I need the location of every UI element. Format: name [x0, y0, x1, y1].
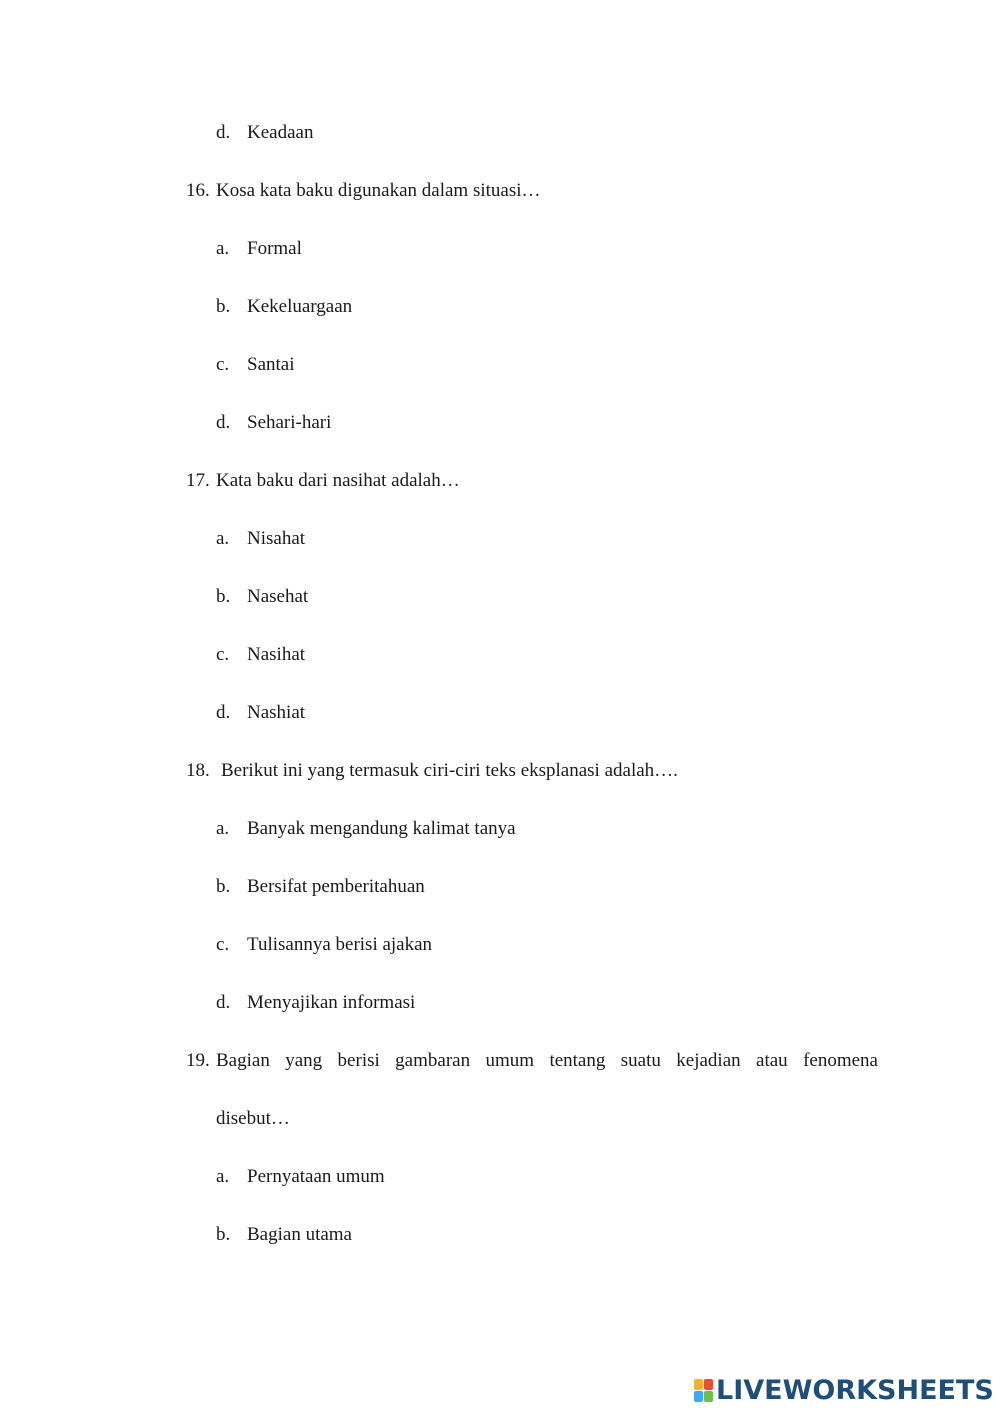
option-text: Kekeluargaan [247, 296, 353, 317]
option-16-a [216, 237, 302, 261]
option-text: Santai [247, 354, 295, 375]
question-text: Bagian yang berisi gambaran umum tentang suatu kejadian atau fenomena [216, 1050, 878, 1071]
option-text: Formal [247, 238, 302, 259]
option-17-b [216, 585, 308, 609]
liveworksheets-brand [694, 1376, 994, 1406]
question-19-continuation [216, 1107, 290, 1131]
question-19 [186, 1049, 878, 1073]
option-text: Nasehat [247, 586, 309, 607]
brand-name: LIVEWORKSHEETS [716, 1375, 994, 1406]
option-letter: d. [216, 702, 231, 723]
option-text: Banyak mengandung kalimat tanya [247, 818, 516, 839]
question-text: Berikut ini yang termasuk ciri-ciri teks eksplanasi adalah…. [221, 760, 678, 781]
question-number: 16. [186, 180, 210, 201]
question-16 [186, 179, 541, 203]
option-letter: a. [216, 238, 230, 259]
option-16-c [216, 353, 295, 377]
option-18-d [216, 991, 415, 1015]
option-letter: d. [216, 992, 231, 1013]
option-letter: b. [216, 296, 231, 317]
option-18-b [216, 875, 425, 899]
option-letter: c. [216, 934, 230, 955]
option-letter: b. [216, 1224, 231, 1245]
question-number: 18. [186, 760, 210, 781]
question-17 [186, 469, 460, 493]
option-letter: a. [216, 528, 230, 549]
liveworksheets-logo-icon [694, 1379, 714, 1403]
option-16-b [216, 295, 352, 319]
option-18-c [216, 933, 432, 957]
question-text-continued: disebut… [216, 1108, 290, 1129]
option-letter: d. [216, 122, 231, 143]
option-text: Bersifat pemberitahuan [247, 876, 425, 897]
option-text: Menyajikan informasi [247, 992, 416, 1013]
question-text: Kata baku dari nasihat adalah… [216, 470, 460, 491]
option-letter: c. [216, 644, 230, 665]
option-letter: d. [216, 412, 231, 433]
option-text: Pernyataan umum [247, 1166, 385, 1187]
option-17-a [216, 527, 305, 551]
option-text: Bagian utama [247, 1224, 352, 1245]
option-15-d [216, 121, 313, 145]
option-text: Nasihat [247, 644, 306, 665]
option-17-d [216, 701, 305, 725]
option-text: Keadaan [247, 122, 314, 143]
option-19-b [216, 1223, 352, 1247]
option-text: Tulisannya berisi ajakan [247, 934, 433, 955]
question-number: 17. [186, 470, 210, 491]
option-text: Nisahat [247, 528, 306, 549]
option-17-c [216, 643, 305, 667]
question-text: Kosa kata baku digunakan dalam situasi… [216, 180, 541, 201]
option-18-a [216, 817, 516, 841]
option-letter: b. [216, 586, 231, 607]
option-letter: b. [216, 876, 231, 897]
option-letter: a. [216, 818, 230, 839]
option-letter: a. [216, 1166, 230, 1187]
question-18 [186, 759, 678, 783]
option-letter: c. [216, 354, 230, 375]
option-16-d [216, 411, 331, 435]
question-number: 19. [186, 1050, 210, 1071]
option-text: Nashiat [247, 702, 306, 723]
option-text: Sehari-hari [247, 412, 332, 433]
option-19-a [216, 1165, 385, 1189]
